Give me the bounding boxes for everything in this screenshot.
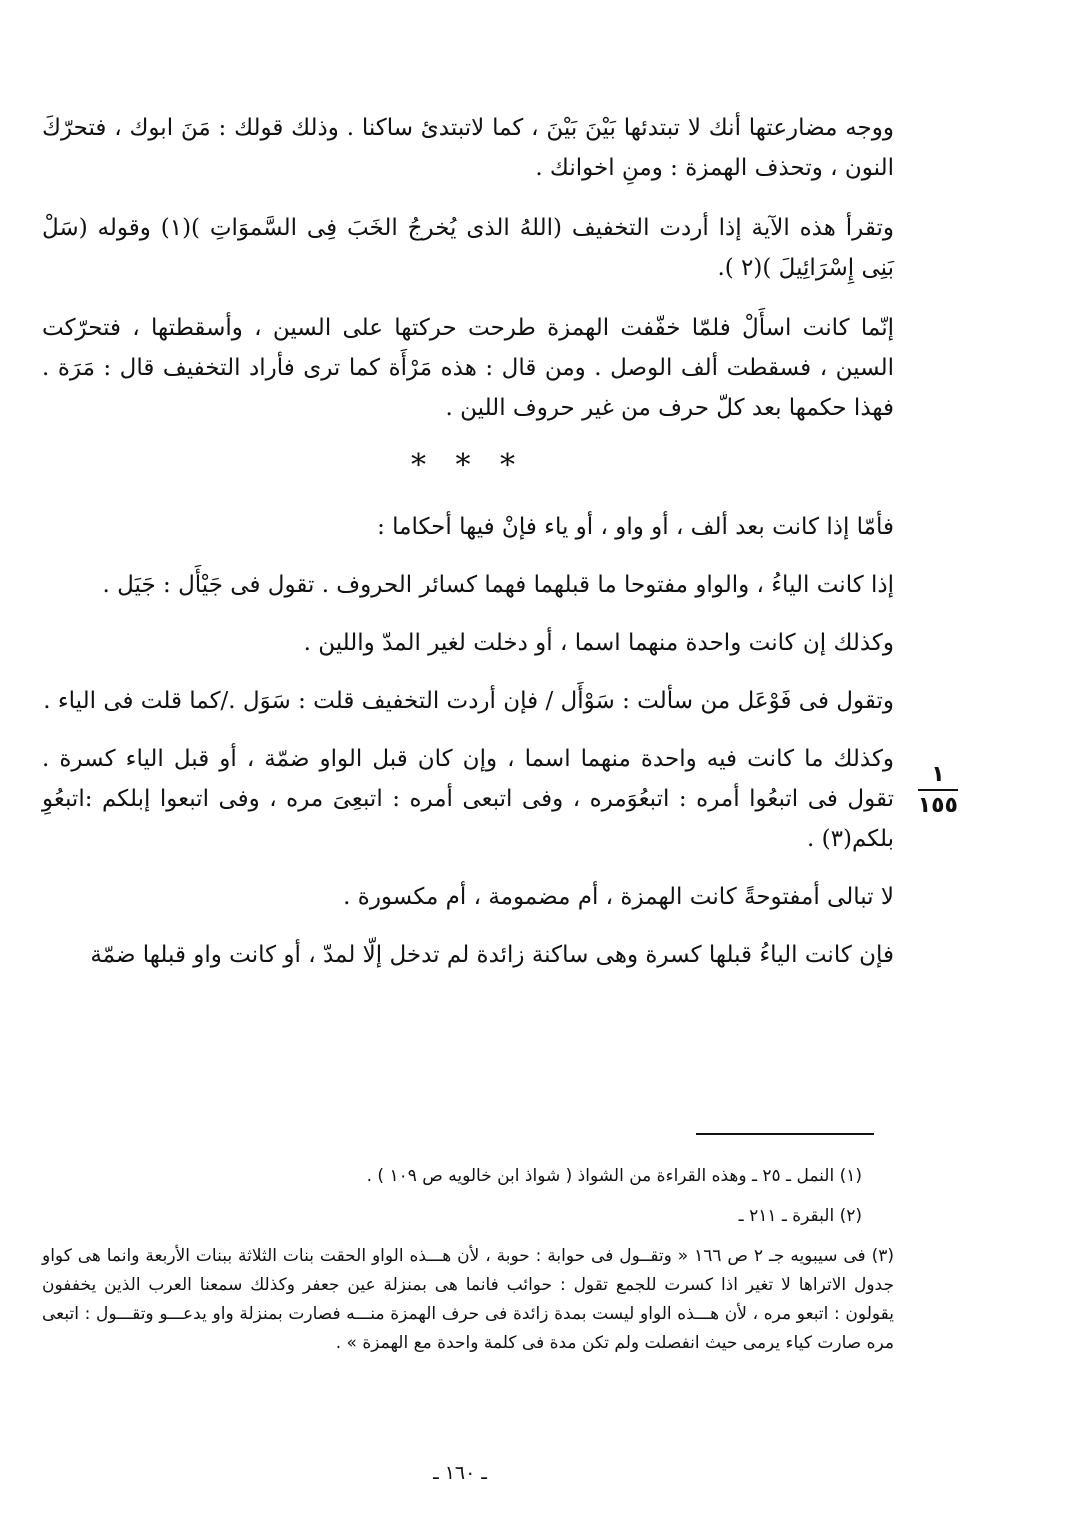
footnotes: [42, 1162, 894, 1370]
paragraph-6: وكذلك إن كانت واحدة منهما اسما ، أو دخلت لغير المدّ واللين .: [303, 630, 894, 656]
margin-reference: [918, 762, 958, 818]
paragraph-5: إذا كانت الياءُ ، والواو مفتوحا ما قبلهما فهما كسائر الحروف . تقول فى جَيْأَل : جَيَل .: [102, 572, 894, 598]
margin-ref-top: ١: [931, 762, 945, 787]
section-separator: * * *: [410, 448, 526, 483]
paragraph-1: ووجه مضارعتها أنك لا تبتدئها بَيْنَ بَيْنَ ، كما لاتبتدئ ساكنا . وذلك قولك : مَنَ ابوك ، فتحرّكَ النون ، وتحذف الهمزة : ومنِ اخوانك .: [42, 115, 894, 181]
paragraph-2: وتقرأ هذه الآية إذا أردت التخفيف (اللهُ الذى يُخرجُ الخَبَ فِى السَّموَاتِ )(١) وقوله (سَلْ بَنِى إِسْرَائِيلَ )(٢ ).: [42, 215, 894, 281]
page-number: ـ ١٦٠ ـ: [433, 1462, 487, 1484]
footnote-3: (٣) فى سيبويه جـ ٢ ص ١٦٦ « وتقــول فى حوابة : حوبة ، لأن هـــذه الواو الحقت بنات الثلاثة ببنات الأربعة وانما هى كواو جدول الاتراها لا تغير اذا كسرت للجمع تقول : حوائب فانما هى بمنزلة عين جعفر وكذلك سمعنا العرب الذين يخففون يقولون : اتبعو مره ، لأن هـــذه الواو ليست بمدة زائدة فى حرف الهمزة منـــه فصارت بمنزلة واو يدعـــو وتقـــول : اتبعى مره صارت كياء يرمى حيث انفصلت ولم تكن مدة فى كلمة واحدة مع الهمزة » .: [42, 1246, 894, 1353]
footnote-2: (٢) البقرة ـ ٢١١ ـ: [738, 1206, 862, 1226]
footnote-divider: [696, 1133, 874, 1135]
paragraph-9: لا تبالى أمفتوحةً كانت الهمزة ، أم مضمومة ، أم مكسورة .: [343, 884, 894, 910]
paragraph-7: وتقول فى فَوْعَل من سألت : سَوْأَل / فإن أردت التخفيف قلت : سَوَل ./كما قلت فى الياء .: [43, 688, 894, 714]
main-text: [42, 108, 894, 993]
paragraph-10: فإن كانت الياءُ قبلها كسرة وهى ساكنة زائدة لم تدخل إلّا لمدّ ، أو كانت واو قبلها ضمّة: [90, 942, 894, 968]
margin-ref-bottom: ١٥٥: [917, 793, 958, 818]
paragraph-8: وكذلك ما كانت فيه واحدة منهما اسما ، وإن كان قبل الواو ضمّة ، أو قبل الياء كسرة . تقول فى اتبعُوا أمره : اتبعُوَمره ، وفى اتبعى أمره : اتبعِىَ مره ، وفى اتبعوا إبلكم :اتبعُوِ بلكم(٣) .: [42, 746, 894, 852]
paragraph-3: إنّما كانت اسأَلْ فلمّا خفّفت الهمزة طرحت حركتها على السين ، وأسقطتها ، فتحرّكت السين ، فسقطت ألف الوصل . ومن قال : هذه مَرْأَة كما ترى فأراد التخفيف قال : مَرَة . فهذا حكمها بعد كلّ حرف من غير حروف اللين .: [42, 315, 894, 421]
footnote-1: (١) النمل ـ ٢٥ ـ وهذه القراءة من الشواذ ( شواذ ابن خالويه ص ١٠٩ ) .: [366, 1166, 862, 1186]
paragraph-4: فأمّا إذا كانت بعد ألف ، أو واو ، أو ياء فإنْ فيها أحكاما :: [377, 514, 894, 540]
margin-ref-rule: [918, 789, 958, 791]
